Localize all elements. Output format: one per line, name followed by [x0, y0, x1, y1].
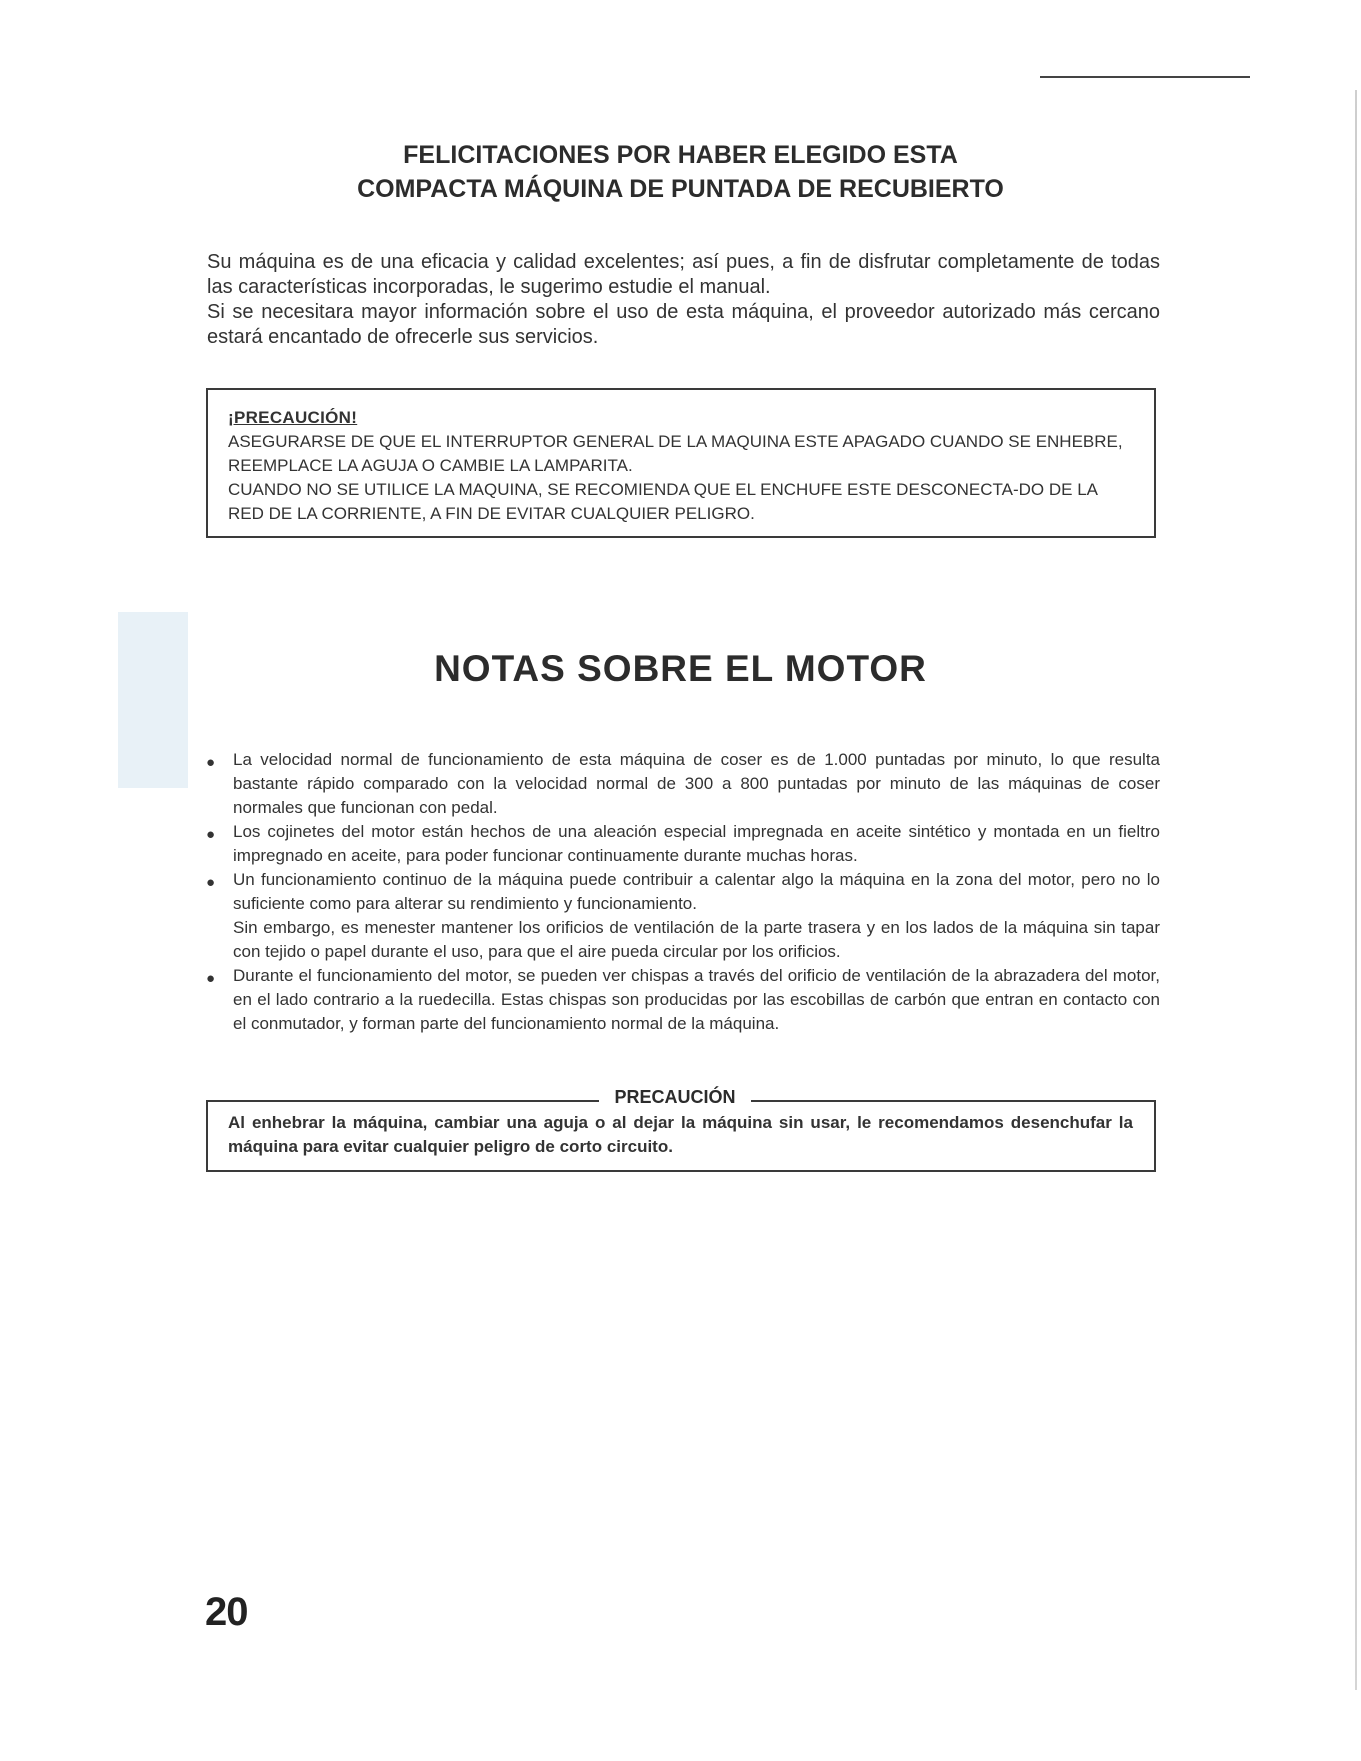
- intro-paragraph-1: Su máquina es de una eficacia y calidad excelentes; así pues, a fin de disfrutar completamente de todas las características incorporadas, le sugerimo estudie el manual.: [207, 251, 1160, 298]
- page-edge-shadow: [1355, 90, 1357, 1690]
- precaution-rule-left: [206, 1100, 599, 1102]
- caution-heading: ¡PRECAUCIÓN!: [228, 408, 358, 427]
- intro-paragraph-2: Si se necesitara mayor información sobre el uso de esta máquina, el proveedor autorizado más cercano estará encantado de ofrecerle sus servicios.: [207, 301, 1160, 348]
- precaution-label: PRECAUCIÓN: [599, 1087, 751, 1108]
- side-tab-marker: [118, 612, 188, 788]
- caution-paragraph-1: ASEGURARSE DE QUE EL INTERRUPTOR GENERAL DE LA MAQUINA ESTE APAGADO CUANDO SE ENHEBRE, REEMPLACE LA AGUJA O CAMBIE LA LAMPARITA.: [228, 432, 1123, 475]
- intro-text: [207, 250, 1160, 350]
- note-text-continued: Sin embargo, es menester mantener los orificios de ventilación de la parte trasera y en los lados de la máquina sin tapar con tejido o papel durante el uso, para que el aire pueda circular por los orificios.: [233, 918, 1160, 961]
- precaution-text: Al enhebrar la máquina, cambiar una aguja o al dejar la máquina sin usar, le recomendamos desenchufar la máquina para evitar cualquier peligro de corto circuito.: [228, 1113, 1133, 1156]
- list-item: [206, 964, 1160, 1036]
- bullet-icon: ●: [206, 970, 216, 987]
- note-text: La velocidad normal de funcionamiento de esta máquina de coser es de 1.000 puntadas por minuto, lo que resulta bastante rápido comparado con la velocidad normal de 300 a 800 puntadas por minuto de las máquinas de coser normales que funcionan con pedal.: [233, 750, 1160, 817]
- list-item: [206, 820, 1160, 868]
- note-text: Los cojinetes del motor están hechos de una aleación especial impregnada en aceite sintético y montada en un fieltro impregnado en aceite, para poder funcionar continuamente durante muchas horas.: [233, 822, 1160, 865]
- bullet-icon: ●: [206, 826, 216, 843]
- welcome-title: [0, 138, 1361, 206]
- note-text: Un funcionamiento continuo de la máquina puede contribuir a calentar algo la máquina en la zona del motor, pero no lo suficiente como para alterar su rendimiento y funcionamiento.: [233, 870, 1160, 913]
- list-item: [206, 748, 1160, 820]
- precaution-box: [206, 1087, 1156, 1172]
- welcome-title-line2: COMPACTA MÁQUINA DE PUNTADA DE RECUBIERTO: [357, 175, 1004, 203]
- bullet-icon: ●: [206, 754, 216, 771]
- motor-notes-list: [206, 748, 1160, 1036]
- caution-box: [206, 388, 1156, 538]
- motor-notes-title: NOTAS SOBRE EL MOTOR: [434, 648, 927, 689]
- welcome-title-line1: FELICITACIONES POR HABER ELEGIDO ESTA: [403, 141, 958, 169]
- note-text: Durante el funcionamiento del motor, se pueden ver chispas a través del orificio de ventilación de la abrazadera del motor, en el lado contrario a la ruedecilla. Estas chispas son producidas por las escobillas de carbón que entran en contacto con el conmutador, y forman parte del funcionamiento normal de la máquina.: [233, 966, 1160, 1033]
- precaution-rule-right: [751, 1100, 1156, 1102]
- list-item: [206, 868, 1160, 964]
- top-rule: [1040, 76, 1250, 78]
- page-number: 20: [205, 1590, 248, 1634]
- caution-paragraph-2: CUANDO NO SE UTILICE LA MAQUINA, SE RECOMIENDA QUE EL ENCHUFE ESTE DESCONECTA-DO DE LA RED DE LA CORRIENTE, A FIN DE EVITAR CUALQUIER PELIGRO.: [228, 480, 1098, 523]
- bullet-icon: ●: [206, 874, 216, 891]
